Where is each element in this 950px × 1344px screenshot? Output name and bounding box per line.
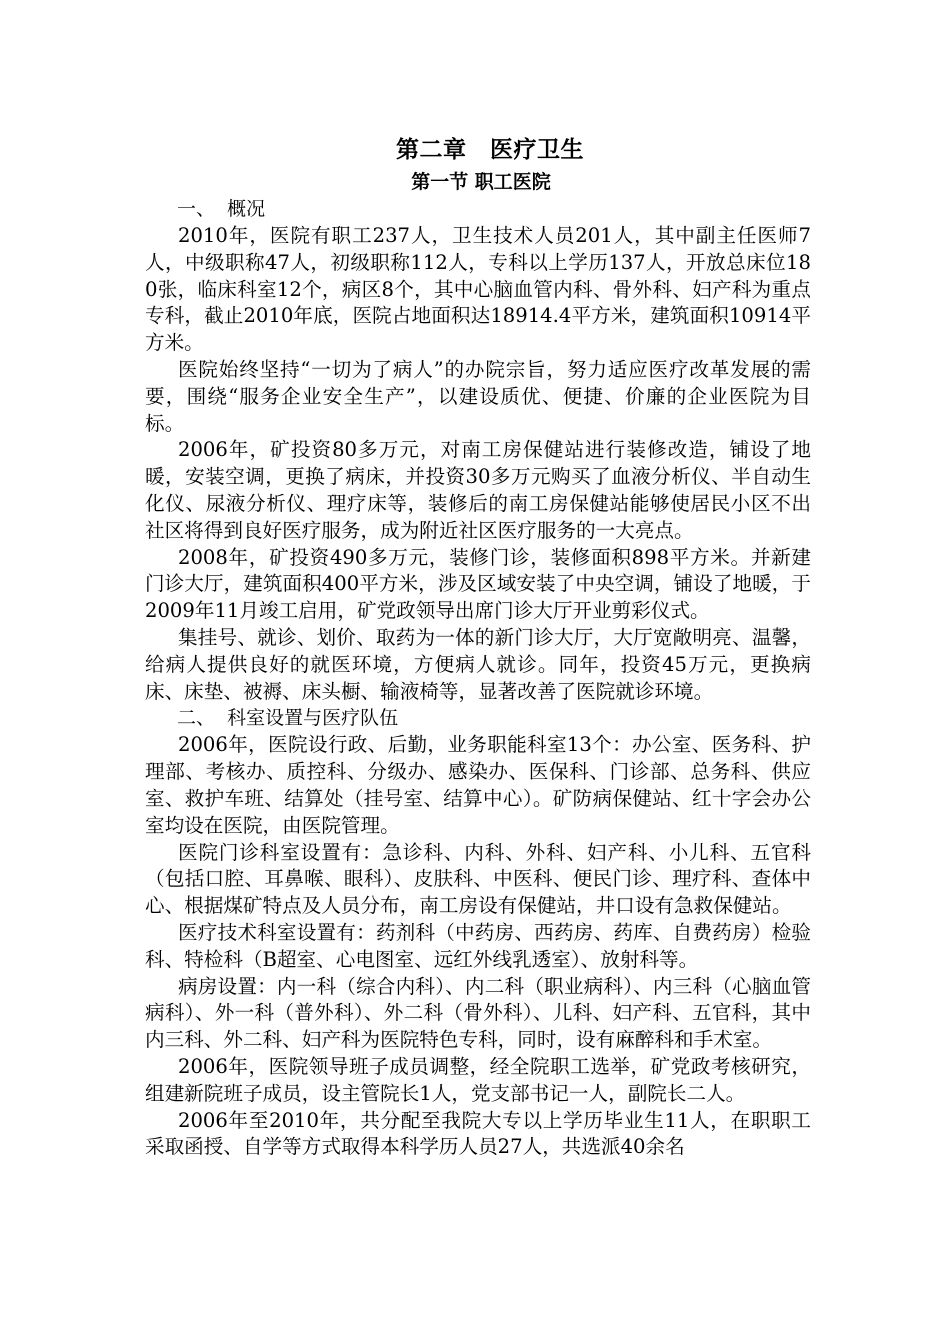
paragraph: 2006年，医院设行政、后勤，业务职能科室13个：办公室、医务科、护理部、考核办、质控科、分级办、感染办、医保科、门诊部、总务科、供应室、救护车班、结算处（挂号室、结算中心）。矿防病保健站、红十字会办公室均设在医院，由医院管理。 (145, 733, 811, 837)
paragraph: 医疗技术科室设置有：药剂科（中药房、西药房、药库、自费药房）检验科、特检科（B超室、心电图室、远红外线乳透室）、放射科等。 (145, 920, 811, 971)
paragraph: 2006年至2010年，共分配至我院大专以上学历毕业生11人，在职职工采取函授、自学等方式取得本科学历人员27人，共选派40余名 (145, 1108, 811, 1159)
paragraph: 集挂号、就诊、划价、取药为一体的新门诊大厅，大厅宽敞明亮、温馨，给病人提供良好的就医环境，方便病人就诊。同年，投资45万元，更换病床、床垫、被褥、床头橱、输液椅等，显著改善了医院就诊环境。 (145, 625, 811, 703)
paragraph: 医院门诊科室设置有：急诊科、内科、外科、妇产科、小儿科、五官科（包括口腔、耳鼻喉、眼科）、皮肤科、中医科、便民门诊、理疗科、查体中心、根据煤矿特点及人员分布，南工房设有保健站，井口设有急救保健站。 (145, 840, 811, 918)
paragraph: 2010年，医院有职工237人，卫生技术人员201人，其中副主任医师7人，中级职称47人，初级职称112人，专科以上学历137人，开放总床位180张，临床科室12个，病区8个，其中心脑血管内科、骨外科、妇产科为重点专科，截止2010年底，医院占地面积达18914.4平方米，建筑面积10914平方米。 (145, 224, 811, 355)
paragraph: 医院始终坚持“一切为了病人”的办院宗旨，努力适应医疗改革发展的需要，围绕“服务企业安全生产”，以建设质优、便捷、价廉的企业医院为目标。 (145, 357, 811, 435)
paragraph: 2008年，矿投资490多万元，装修门诊，装修面积898平方米。并新建门诊大厅，建筑面积400平方米，涉及区域安装了中央空调，铺设了地暖，于2009年11月竣工启用，矿党政领导出席门诊大厅开业剪彩仪式。 (145, 545, 811, 623)
section-title: 第一节 职工医院 (411, 171, 551, 193)
subsection-heading-overview: 一、 概况 (177, 198, 266, 220)
chapter-title: 第二章 医疗卫生 (396, 136, 584, 163)
subsection-heading-departments: 二、 科室设置与医疗队伍 (177, 707, 399, 730)
paragraph: 病房设置：内一科（综合内科）、内二科（职业病科）、内三科（心脑血管病科）、外一科（普外科）、外二科（骨外科）、儿科、妇产科、五官科，其中内三科、外二科、妇产科为医院特色专科，同时，设有麻醉科和手术室。 (145, 974, 811, 1052)
paragraph: 2006年，矿投资80多万元，对南工房保健站进行装修改造，铺设了地暖，安装空调，更换了病床，并投资30多万元购买了血液分析仪、半自动生化仪、尿液分析仪、理疗床等，装修后的南工房保健站能够使居民小区不出社区将得到良好医疗服务，成为附近社区医疗服务的一大亮点。 (145, 438, 811, 542)
document-body (145, 132, 811, 1161)
paragraph: 2006年，医院领导班子成员调整，经全院职工选举，矿党政考核研究，组建新院班子成员，设主管院长1人，党支部书记一人，副院长二人。 (145, 1054, 811, 1105)
